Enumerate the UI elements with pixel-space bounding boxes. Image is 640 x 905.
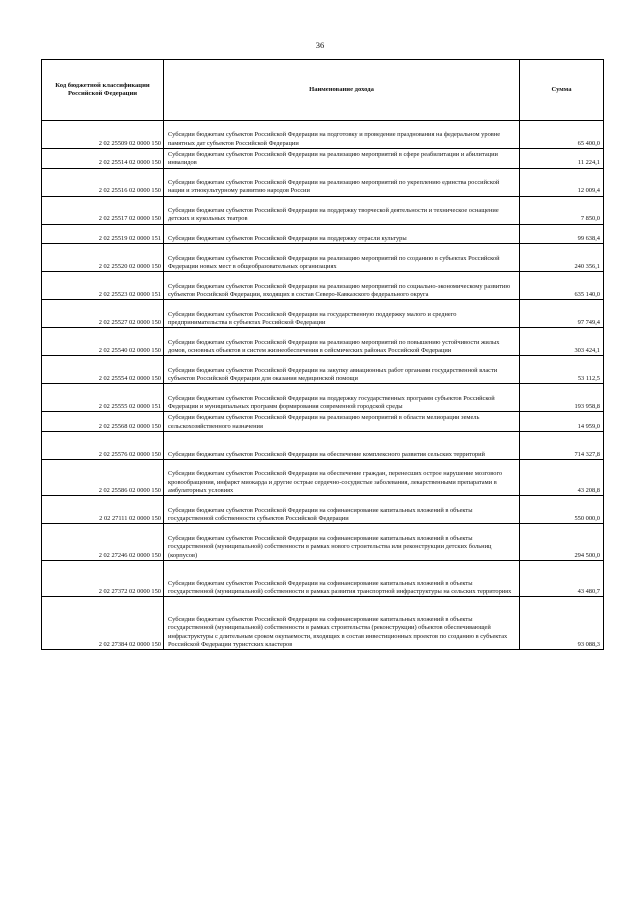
- row-sum: 294 500,0: [520, 524, 604, 560]
- row-name: Субсидии бюджетам субъектов Российской Федерации на обеспечение комплексного развития сельских территорий: [164, 432, 520, 460]
- row-code: 2 02 27111 02 0000 150: [42, 496, 164, 524]
- table-row: [42, 524, 604, 560]
- row-name: Субсидии бюджетам субъектов Российской Федерации на реализацию мероприятий в сфере реабилитации и абилитации инвалидов: [164, 149, 520, 169]
- row-name: Субсидии бюджетам субъектов Российской Федерации на поддержку государственных программ субъектов Российской Федерации и муниципальных программ формирования современной городской среды: [164, 384, 520, 412]
- revenue-table: [41, 59, 604, 650]
- header-name: Наименование дохода: [164, 60, 520, 121]
- row-code: 2 02 25554 02 0000 150: [42, 356, 164, 384]
- row-sum: 43 208,8: [520, 460, 604, 496]
- table-row: [42, 412, 604, 432]
- row-code: 2 02 25568 02 0000 150: [42, 412, 164, 432]
- row-name: Субсидии бюджетам субъектов Российской Федерации на реализацию мероприятий по укреплению единства российской нации и этнокультурному развитию народов России: [164, 168, 520, 196]
- row-sum: 97 749,4: [520, 300, 604, 328]
- row-code: 2 02 25509 02 0000 150: [42, 121, 164, 149]
- table-row: [42, 356, 604, 384]
- row-code: 2 02 25516 02 0000 150: [42, 168, 164, 196]
- page-number: 36: [315, 40, 325, 50]
- row-code: 2 02 25517 02 0000 150: [42, 196, 164, 224]
- row-sum: 12 009,4: [520, 168, 604, 196]
- table-row: [42, 560, 604, 596]
- table-row: [42, 121, 604, 149]
- row-name: Субсидии бюджетам субъектов Российской Федерации на закупку авиационных работ органами государственной власти субъектов Российской Федерации для оказания медицинской помощи: [164, 356, 520, 384]
- row-code: 2 02 25555 02 0000 151: [42, 384, 164, 412]
- table-row: [42, 168, 604, 196]
- row-sum: 99 638,4: [520, 224, 604, 244]
- table-row: [42, 224, 604, 244]
- table-row: [42, 300, 604, 328]
- row-sum: 7 850,0: [520, 196, 604, 224]
- row-name: Субсидии бюджетам субъектов Российской Федерации на обеспечение граждан, перенесших острое нарушение мозгового кровообращения, инфаркт миокарда и другие острые сердечно-сосудистые заболевания, лекарственными препаратами в амбулаторных условиях: [164, 460, 520, 496]
- row-sum: 14 959,0: [520, 412, 604, 432]
- row-code: 2 02 25519 02 0000 151: [42, 224, 164, 244]
- row-name: Субсидии бюджетам субъектов Российской Федерации на реализацию мероприятий по созданию в субъектах Российской Федерации новых мест в общеобразовательных организациях: [164, 244, 520, 272]
- table-header-row: [42, 60, 604, 121]
- row-name: Субсидии бюджетам субъектов Российской Федерации на реализацию мероприятий по социально-экономическому развитию субъектов Российской Федерации, входящих в состав Северо-Кавказского федерального округа: [164, 272, 520, 300]
- row-sum: 93 088,3: [520, 597, 604, 650]
- row-code: 2 02 27372 02 0000 150: [42, 560, 164, 596]
- table-row: [42, 496, 604, 524]
- row-code: 2 02 25586 02 0000 150: [42, 460, 164, 496]
- row-name: Субсидии бюджетам субъектов Российской Федерации на поддержку творческой деятельности и техническое оснащение детских и кукольных театров: [164, 196, 520, 224]
- table-row: [42, 597, 604, 650]
- table-row: [42, 328, 604, 356]
- row-name: Субсидии бюджетам субъектов Российской Федерации на софинансирование капитальных вложений в объекты государственной собственности субъектов Российской Федерации: [164, 496, 520, 524]
- row-sum: 635 140,0: [520, 272, 604, 300]
- table-row: [42, 272, 604, 300]
- row-sum: 193 958,8: [520, 384, 604, 412]
- table-row: [42, 432, 604, 460]
- row-name: Субсидии бюджетам субъектов Российской Федерации на подготовку и проведение празднования на федеральном уровне памятных дат субъектов Российской Федерации: [164, 121, 520, 149]
- row-code: 2 02 27246 02 0000 150: [42, 524, 164, 560]
- row-name: Субсидии бюджетам субъектов Российской Федерации на государственную поддержку малого и среднего предпринимательства в субъектах Российской Федерации: [164, 300, 520, 328]
- table-row: [42, 196, 604, 224]
- row-sum: 550 000,0: [520, 496, 604, 524]
- row-sum: 53 112,5: [520, 356, 604, 384]
- row-name: Субсидии бюджетам субъектов Российской Федерации на софинансирование капитальных вложений в объекты государственной (муниципальной) собственности в рамках развития транспортной инфраструктуры на сельских территориях: [164, 560, 520, 596]
- row-sum: 714 327,8: [520, 432, 604, 460]
- table-row: [42, 460, 604, 496]
- row-name: Субсидии бюджетам субъектов Российской Федерации на реализацию мероприятий по повышению устойчивости жилых домов, основных объектов и систем жизнеобеспечения в сейсмических районах Российской Федерации: [164, 328, 520, 356]
- table-row: [42, 244, 604, 272]
- table-row: [42, 149, 604, 169]
- row-code: 2 02 27384 02 0000 150: [42, 597, 164, 650]
- row-sum: 240 356,1: [520, 244, 604, 272]
- row-code: 2 02 25540 02 0000 150: [42, 328, 164, 356]
- row-sum: 43 480,7: [520, 560, 604, 596]
- row-sum: 11 224,1: [520, 149, 604, 169]
- row-name: Субсидии бюджетам субъектов Российской Федерации на поддержку отрасли культуры: [164, 224, 520, 244]
- row-code: 2 02 25576 02 0000 150: [42, 432, 164, 460]
- row-code: 2 02 25527 02 0000 150: [42, 300, 164, 328]
- row-sum: 65 400,0: [520, 121, 604, 149]
- row-name: Субсидии бюджетам субъектов Российской Федерации на софинансирование капитальных вложений в объекты государственной (муниципальной) собственности в рамках нового строительства или реконструкции детских больниц (корпусов): [164, 524, 520, 560]
- row-sum: 303 424,1: [520, 328, 604, 356]
- header-sum: Сумма: [520, 60, 604, 121]
- row-code: 2 02 25514 02 0000 150: [42, 149, 164, 169]
- row-name: Субсидии бюджетам субъектов Российской Федерации на софинансирование капитальных вложений в объекты государственной (муниципальной) собственности в рамках строительства (реконструкции) объектов обеспечивающей инфраструктуры с длительным сроком окупаемости, входящих в состав инвестиционных проектов по созданию в субъектах Российской Федерации туристских кластеров: [164, 597, 520, 650]
- table-row: [42, 384, 604, 412]
- row-code: 2 02 25520 02 0000 150: [42, 244, 164, 272]
- row-code: 2 02 25523 02 0000 151: [42, 272, 164, 300]
- row-name: Субсидии бюджетам субъектов Российской Федерации на реализацию мероприятий в области мелиорации земель сельскохозяйственного назначения: [164, 412, 520, 432]
- header-code: Код бюджетной классификации Российской Федерации: [42, 60, 164, 121]
